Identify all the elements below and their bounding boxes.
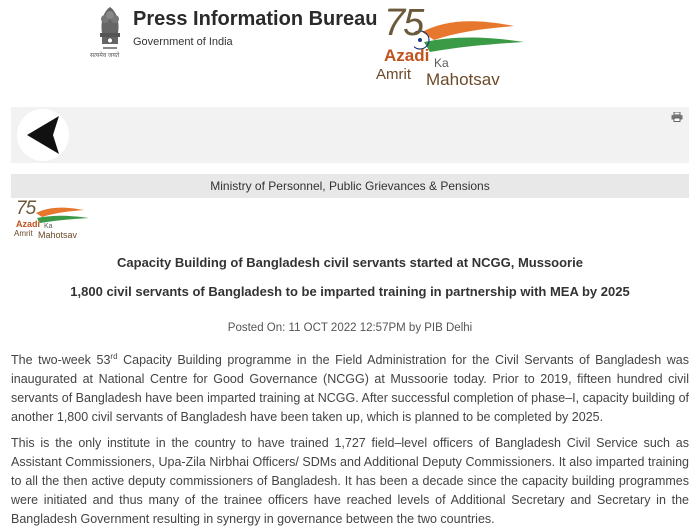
ministry-bar	[11, 174, 689, 198]
logo-word-mahotsav: Mahotsav	[426, 70, 500, 89]
action-toolbar	[11, 107, 689, 163]
para1-superscript: rd	[110, 351, 118, 361]
logo-word-amrit: Amrit	[376, 66, 411, 83]
back-button[interactable]	[17, 109, 69, 161]
site-title: Press Information Bureau	[133, 8, 378, 30]
site-subtitle: Government of India	[133, 36, 233, 48]
print-icon[interactable]	[671, 112, 683, 122]
small-logo-word-ka: Ka	[44, 223, 53, 230]
ministry-name: Ministry of Personnel, Public Grievances & Pensions	[210, 179, 490, 193]
small-logo-word-mahotsav: Mahotsav	[38, 230, 78, 240]
release-subtitle: 1,800 civil servants of Bangladesh to be imparted training in partnership with MEA by 2025	[70, 284, 630, 299]
azadi-ka-amrit-mahotsav-small-logo	[14, 200, 90, 242]
national-emblem-logo	[92, 3, 128, 61]
small-logo-word-amrit: Amrit	[14, 229, 33, 238]
posted-on-line: Posted On: 11 OCT 2022 12:57PM by PIB Delhi	[227, 322, 473, 334]
logo-number: 75	[384, 2, 423, 44]
back-arrow-icon	[27, 116, 59, 154]
small-logo-number: 75	[16, 198, 36, 219]
body-paragraph-2: This is the only institute in the country to have trained 1,727 field–level officers of Bangladesh Civil Service such as Assistant Commissioners, Upa-Zila Nirbhai Officers/ SDMs and Additional Deputy Commissioners. It also imparted training to all the then active deputy commissioners of Bangladesh. It has been a decade since the capacity building programmes were initiated and thus many of the trainee officers have reached levels of Additional Secretary and Secretary in the Bangladesh Government resulting in synergy in governance between the two countries.	[11, 436, 689, 526]
azadi-ka-amrit-mahotsav-logo	[376, 2, 526, 89]
para1-rest: Capacity Building programme in the Field Administration for the Civil Servants of Bangladesh was inaugurated at National Centre for Good Governance (NCGG) at Mussoorie today. Prior to 2019, fifteen hundred civil servants of Bangladesh have been imparted training at NCGG. After successful completion of phase–I, capacity building of another 1,800 civil servants of Bangladesh have been taken up, which is planned to be completed by 2025.	[11, 353, 689, 424]
release-title: Capacity Building of Bangladesh civil servants started at NCGG, Mussoorie	[117, 255, 583, 270]
para1-start: The two-week 53	[11, 353, 111, 367]
small-logo-word-azadi: Azadi	[16, 219, 41, 229]
emblem-motto: सत्यमेव जयते	[90, 53, 120, 59]
page-header	[0, 0, 700, 100]
body-paragraph-1	[11, 351, 689, 427]
logo-word-azadi: Azadi	[384, 46, 430, 65]
logo-word-ka: Ka	[434, 56, 449, 70]
